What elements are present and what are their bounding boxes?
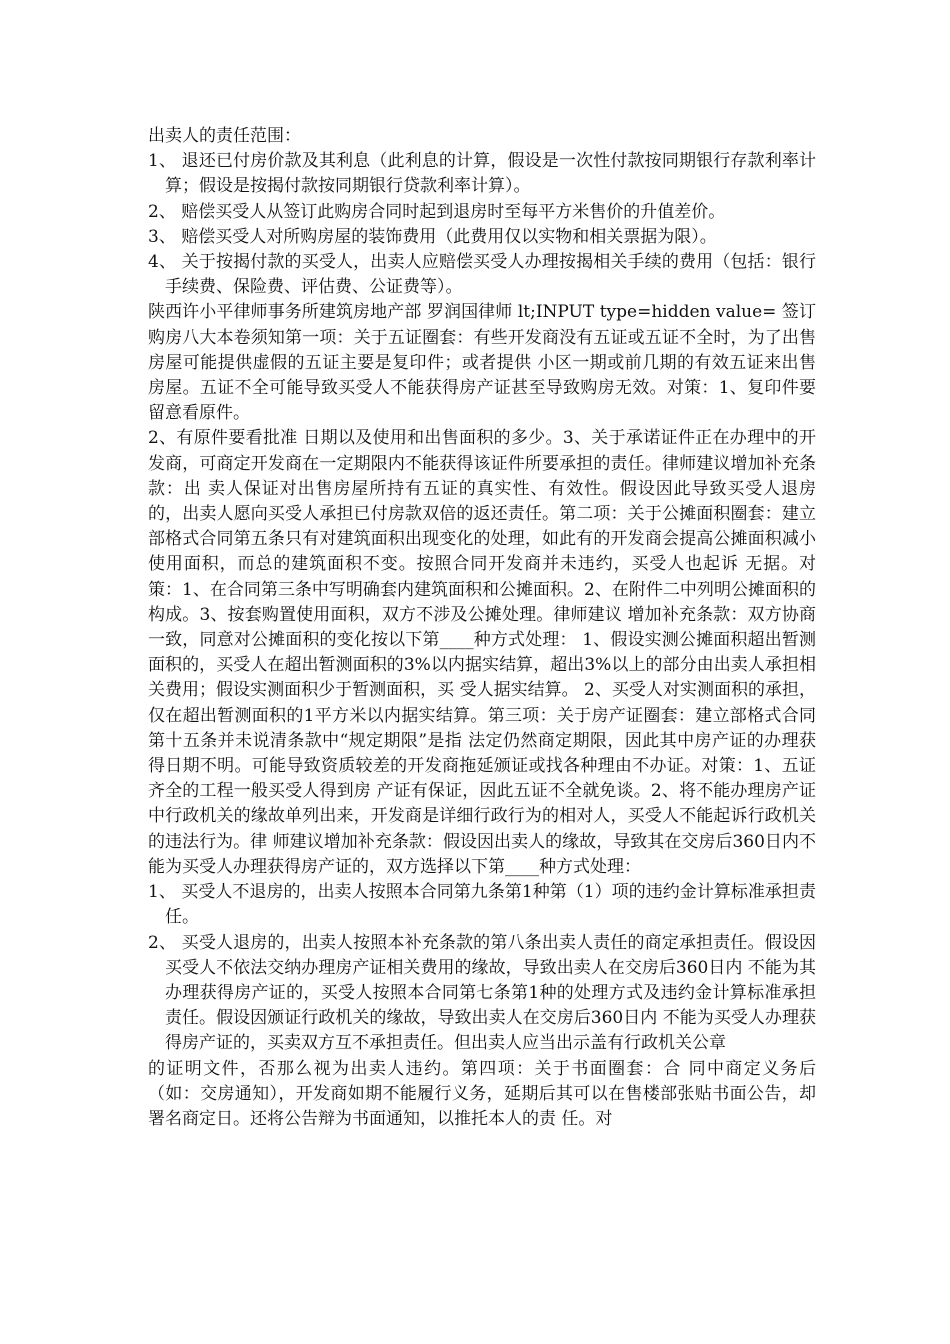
- body-paragraph-continued: 的证明文件，否那么视为出卖人违约。第四项：关于书面圈套：合 同中商定义务后（如：交房通知），开发商如期不能履行义务，延期后其可以在售楼部张贴书面公告，却署名商定日。还将公告辩为书面通知，以推托本人的责 任。对: [148, 1058, 816, 1129]
- liability-item-2: 2、 赔偿买受人从签订此购房合同时起到退房时至每平方米售价的升值差价。: [148, 201, 726, 222]
- liability-item-1: 1、 退还已付房价款及其利息（此利息的计算，假设是一次性付款按同期银行存款利率计算；假设是按揭付款按同期银行贷款利率计算）。: [148, 151, 816, 197]
- liability-item-4: 4、 关于按揭付款的买受人，出卖人应赔偿买受人办理按揭相关手续的费用（包括：银行手续费、保险费、评估费、公证费等）。: [148, 252, 816, 298]
- option-item-2: 2、 买受人退房的，出卖人按照本补充条款的第八条出卖人责任的商定承担责任。假设因买受人不依法交纳办理房产证相关费用的缘故，导致出卖人在交房后360日内 不能为其办理获得房产证的，买受人按照本合同第七条第1种的处理方式及违约金计算标准承担责任。假设因颁证行政机关的缘故，导致出卖人在交房后360日内 不能为买受人办理获得房产证的，买卖双方互不承担责任。但出卖人应当出示盖有行政机关公章: [148, 932, 816, 1054]
- body-paragraph-intro: 陕西许小平律师事务所建筑房地产部 罗润国律师 lt;INPUT type=hidden value= 签订购房八大本卷须知第一项：关于五证圈套：有些开发商没有五证或五证不全时，为了出售房屋可能提供虚假的五证主要是复印件；或者提供 小区一期或前几期的有效五证来出售房屋。五证不全可能导致买受人不能获得房产证甚至导致购房无效。对策：1、复印件要留意看原件。: [148, 302, 816, 424]
- body-paragraph-main: 2、有原件要看批准 日期以及使用和出售面积的多少。3、关于承诺证件正在办理中的开发商，可商定开发商在一定期限内不能获得该证件所要承担的责任。律师建议增加补充条款：出 卖人保证对出售房屋所持有五证的真实性、有效性。假设因此导致买受人退房的，出卖人愿向买受人承担已付房款双倍的返还责任。第二项：关于公摊面积圈套：建立 部格式合同第五条只有对建筑面积出现变化的处理，如此有的开发商会提高公摊面积减小使用面积，而总的建筑面积不变。按照合同开发商并未违约，买受人也起诉 无据。对策：1、在合同第三条中写明确套内建筑面积和公摊面积。2、在附件二中列明公摊面积的构成。3、按套购置使用面积，双方不涉及公摊处理。律师建议 增加补充条款：双方协商一致，同意对公摊面积的变化按以下第____种方式处理： 1、假设实测公摊面积超出暂测面积的，买受人在超出暂测面积的3%以内据实结算，超出3%以上的部分由出卖人承担相关费用；假设实测面积少于暂测面积，买 受人据实结算。 2、买受人对实测面积的承担，仅在超出暂测面积的1平方米以内据实结算。第三项：关于房产证圈套：建立部格式合同第十五条并未说清条款中“规定期限”是指 法定仍然商定期限，因此其中房产证的办理获得日期不明。可能导致资质较差的开发商拖延颁证或找各种理由不办证。对策：1、五证齐全的工程一般买受人得到房 产证有保证，因此五证不全就免谈。2、将不能办理房产证中行政机关的缘故单列出来，开发商是详细行政行为的相对人，买受人不能起诉行政机关的违法行为。律 师建议增加补充条款：假设因出卖人的缘故，导致其在交房后360日内不能为买受人办理获得房产证的，双方选择以下第____种方式处理：: [148, 428, 816, 877]
- heading-seller-liability: 出卖人的责任范围：: [148, 126, 301, 146]
- option-item-1: 1、 买受人不退房的，出卖人按照本合同第九条第1种第（1）项的违约金计算标准承担责任。: [148, 882, 816, 928]
- liability-item-3: 3、 赔偿买受人对所购房屋的装饰费用（此费用仅以实物和相关票据为限）。: [148, 226, 717, 247]
